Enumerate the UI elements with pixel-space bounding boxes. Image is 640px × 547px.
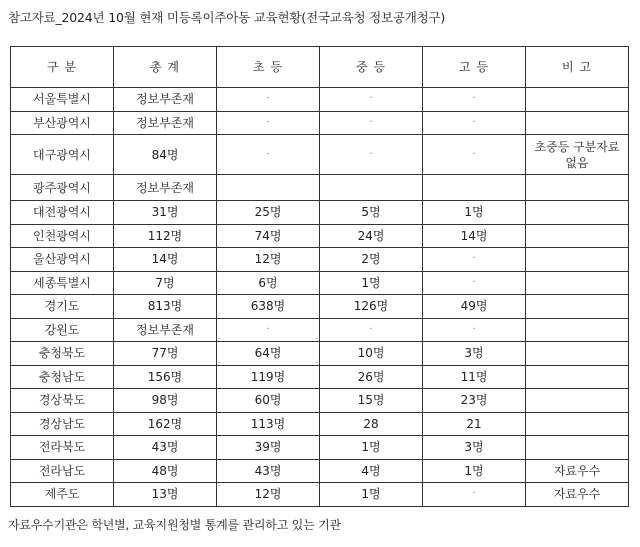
cell-note <box>526 436 629 460</box>
cell-high: · <box>423 318 526 342</box>
table-row <box>11 459 629 483</box>
cell-elementary <box>217 175 320 201</box>
cell-total: 112명 <box>114 224 217 248</box>
cell-high: · <box>423 88 526 112</box>
cell-total: 정보부존재 <box>114 111 217 135</box>
cell-total: 84명 <box>114 135 217 175</box>
cell-total: 98명 <box>114 389 217 413</box>
cell-note <box>526 295 629 319</box>
cell-note <box>526 175 629 201</box>
header-middle: 중 등 <box>320 47 423 88</box>
table-header-row <box>11 47 629 88</box>
cell-elementary: · <box>217 135 320 175</box>
cell-high: 3명 <box>423 342 526 366</box>
cell-middle: 24명 <box>320 224 423 248</box>
cell-middle: 28 <box>320 412 423 436</box>
table-row <box>11 389 629 413</box>
table-row <box>11 412 629 436</box>
header-category: 구 분 <box>11 47 114 88</box>
cell-region: 인천광역시 <box>11 224 114 248</box>
cell-middle <box>320 175 423 201</box>
table-row <box>11 111 629 135</box>
cell-total: 156명 <box>114 365 217 389</box>
header-note: 비 고 <box>526 47 629 88</box>
cell-elementary: 25명 <box>217 201 320 225</box>
cell-elementary: 60명 <box>217 389 320 413</box>
cell-elementary: · <box>217 318 320 342</box>
cell-middle: · <box>320 318 423 342</box>
cell-total: 43명 <box>114 436 217 460</box>
cell-high: 1명 <box>423 201 526 225</box>
cell-total: 31명 <box>114 201 217 225</box>
header-elementary: 초 등 <box>217 47 320 88</box>
cell-region: 제주도 <box>11 483 114 507</box>
cell-total: 13명 <box>114 483 217 507</box>
cell-middle: · <box>320 88 423 112</box>
cell-middle: 15명 <box>320 389 423 413</box>
cell-region: 서울특별시 <box>11 88 114 112</box>
cell-total: 162명 <box>114 412 217 436</box>
cell-middle: 26명 <box>320 365 423 389</box>
table-row <box>11 248 629 272</box>
cell-middle: 1명 <box>320 271 423 295</box>
cell-note: 자료우수 <box>526 459 629 483</box>
cell-total: 77명 <box>114 342 217 366</box>
cell-region: 경상북도 <box>11 389 114 413</box>
cell-region: 충청북도 <box>11 342 114 366</box>
cell-note <box>526 111 629 135</box>
cell-high: 1명 <box>423 459 526 483</box>
cell-region: 전라남도 <box>11 459 114 483</box>
cell-elementary: 638명 <box>217 295 320 319</box>
cell-elementary: 74명 <box>217 224 320 248</box>
cell-high: · <box>423 135 526 175</box>
cell-total: 813명 <box>114 295 217 319</box>
cell-region: 대구광역시 <box>11 135 114 175</box>
cell-high: 3명 <box>423 436 526 460</box>
cell-elementary: 12명 <box>217 483 320 507</box>
cell-note: 자료우수 <box>526 483 629 507</box>
cell-region: 충청남도 <box>11 365 114 389</box>
cell-high: 21 <box>423 412 526 436</box>
table-row <box>11 483 629 507</box>
table-row <box>11 365 629 389</box>
footnote: 자료우수기관은 학년별, 교육지원청별 통계를 관리하고 있는 기관 <box>8 518 341 532</box>
cell-middle: 10명 <box>320 342 423 366</box>
cell-middle: 1명 <box>320 483 423 507</box>
cell-note <box>526 365 629 389</box>
page-title: 참고자료_2024년 10월 현재 미등록이주아동 교육현황(전국교육청 정보공개청구) <box>8 10 446 25</box>
table-row <box>11 224 629 248</box>
cell-high: · <box>423 248 526 272</box>
cell-note <box>526 248 629 272</box>
cell-note <box>526 389 629 413</box>
table-row <box>11 342 629 366</box>
cell-region: 부산광역시 <box>11 111 114 135</box>
cell-elementary: 64명 <box>217 342 320 366</box>
cell-note <box>526 318 629 342</box>
cell-elementary: · <box>217 111 320 135</box>
cell-total: 7명 <box>114 271 217 295</box>
cell-total: 정보부존재 <box>114 318 217 342</box>
table-row <box>11 295 629 319</box>
header-high: 고 등 <box>423 47 526 88</box>
cell-note <box>526 271 629 295</box>
cell-middle: 2명 <box>320 248 423 272</box>
cell-region: 광주광역시 <box>11 175 114 201</box>
cell-middle: 4명 <box>320 459 423 483</box>
cell-region: 울산광역시 <box>11 248 114 272</box>
table-row <box>11 201 629 225</box>
cell-note <box>526 201 629 225</box>
cell-middle: · <box>320 135 423 175</box>
cell-high: 11명 <box>423 365 526 389</box>
cell-note <box>526 412 629 436</box>
cell-middle: 1명 <box>320 436 423 460</box>
table-row <box>11 175 629 201</box>
cell-middle: · <box>320 111 423 135</box>
cell-elementary: · <box>217 88 320 112</box>
cell-middle: 5명 <box>320 201 423 225</box>
cell-total: 14명 <box>114 248 217 272</box>
cell-region: 경기도 <box>11 295 114 319</box>
cell-total: 48명 <box>114 459 217 483</box>
cell-high: 14명 <box>423 224 526 248</box>
cell-note <box>526 224 629 248</box>
cell-elementary: 6명 <box>217 271 320 295</box>
cell-total: 정보부존재 <box>114 175 217 201</box>
table-row <box>11 271 629 295</box>
cell-note <box>526 342 629 366</box>
cell-high: · <box>423 483 526 507</box>
cell-high <box>423 175 526 201</box>
education-status-table <box>10 46 629 507</box>
cell-region: 강원도 <box>11 318 114 342</box>
cell-elementary: 113명 <box>217 412 320 436</box>
cell-high: 23명 <box>423 389 526 413</box>
cell-elementary: 43명 <box>217 459 320 483</box>
cell-elementary: 12명 <box>217 248 320 272</box>
cell-middle: 126명 <box>320 295 423 319</box>
table-row <box>11 88 629 112</box>
table-row <box>11 135 629 175</box>
cell-note <box>526 88 629 112</box>
table-row <box>11 318 629 342</box>
cell-high: 49명 <box>423 295 526 319</box>
cell-elementary: 39명 <box>217 436 320 460</box>
cell-note: 초중등 구분자료 없음 <box>526 135 629 175</box>
cell-high: · <box>423 271 526 295</box>
cell-region: 세종특별시 <box>11 271 114 295</box>
table-row <box>11 436 629 460</box>
cell-region: 경상남도 <box>11 412 114 436</box>
cell-total: 정보부존재 <box>114 88 217 112</box>
cell-elementary: 119명 <box>217 365 320 389</box>
cell-high: · <box>423 111 526 135</box>
cell-region: 대전광역시 <box>11 201 114 225</box>
header-total: 총 계 <box>114 47 217 88</box>
cell-region: 전라북도 <box>11 436 114 460</box>
